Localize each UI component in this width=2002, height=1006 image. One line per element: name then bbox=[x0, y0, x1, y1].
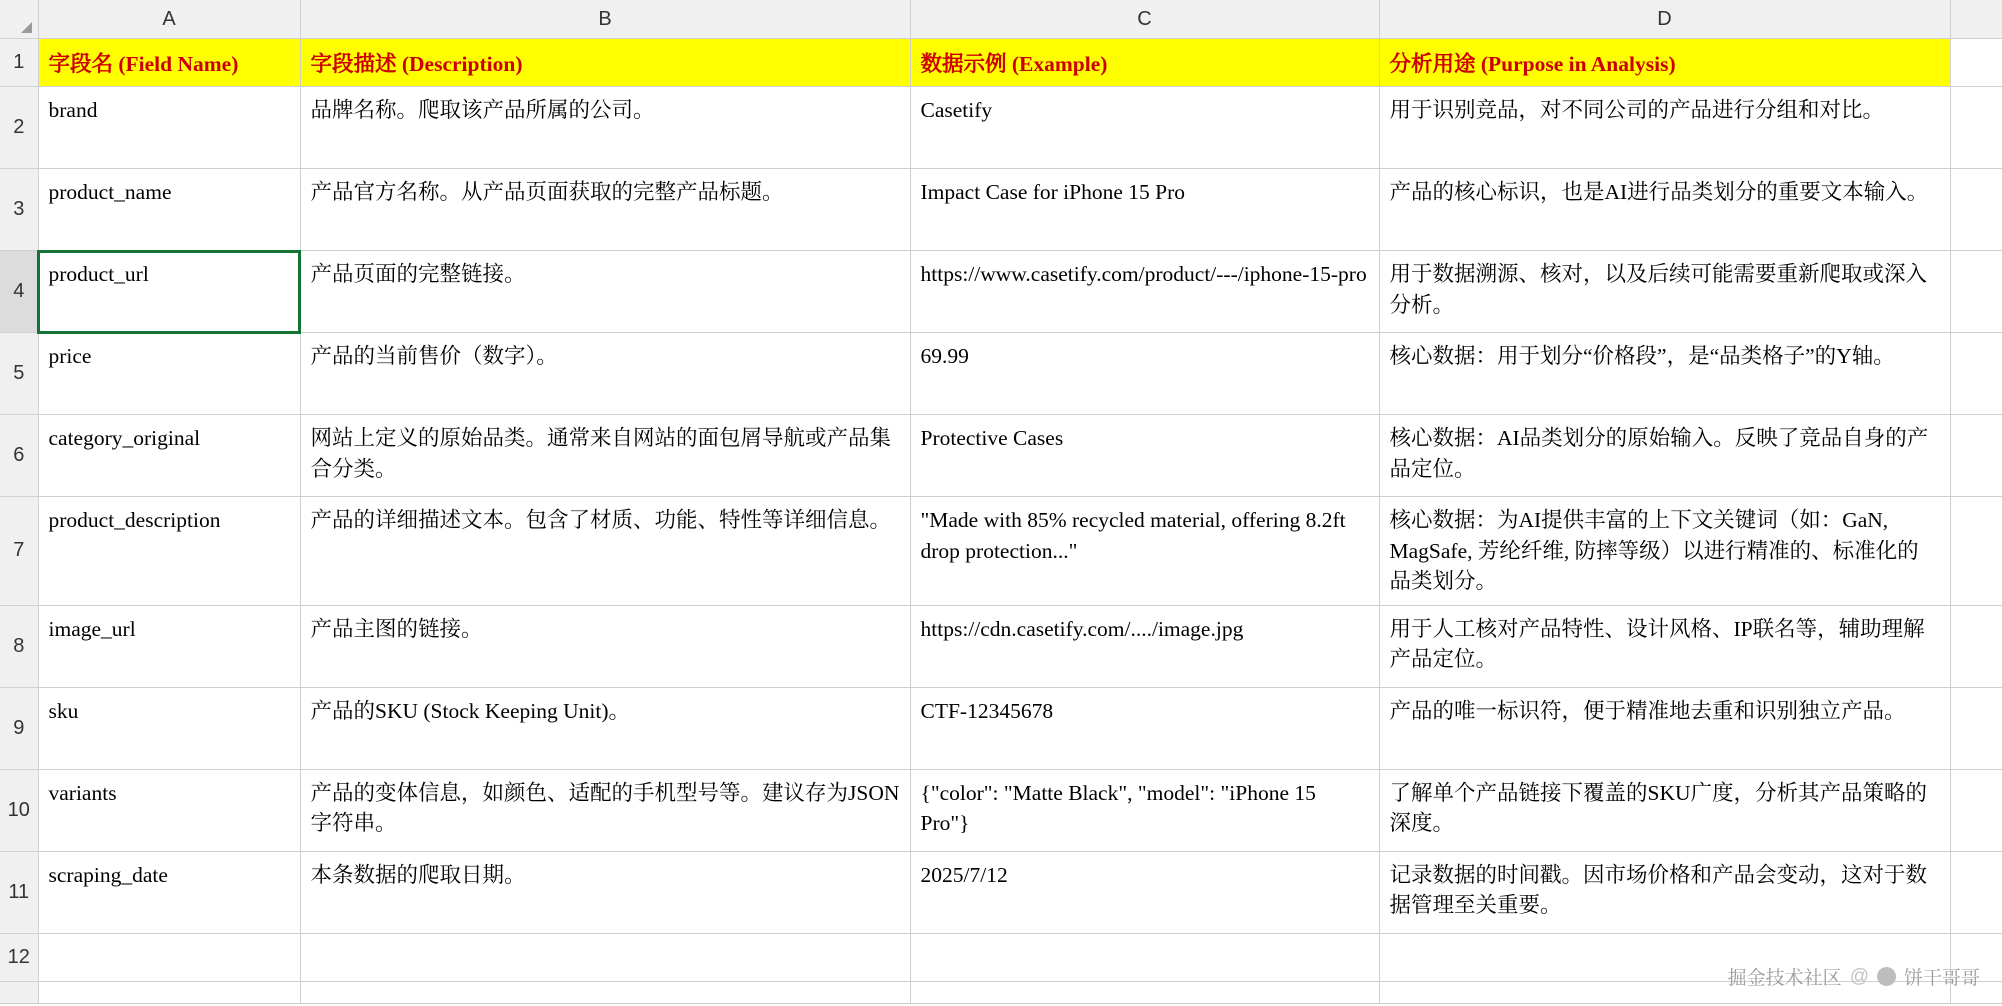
row-header-11[interactable]: 11 bbox=[0, 851, 38, 933]
cell-d4[interactable]: 用于数据溯源、核对，以及后续可能需要重新爬取或深入分析。 bbox=[1379, 251, 1950, 333]
table-row bbox=[0, 415, 2002, 497]
column-header-c[interactable]: C bbox=[910, 0, 1379, 39]
table-row bbox=[0, 769, 2002, 851]
table-row bbox=[0, 87, 2002, 169]
cell-b4[interactable]: 产品页面的完整链接。 bbox=[300, 251, 910, 333]
cell-c8[interactable]: https://cdn.casetify.com/..../image.jpg bbox=[910, 605, 1379, 687]
table-row bbox=[0, 169, 2002, 251]
cell-d7[interactable]: 核心数据：为AI提供丰富的上下文关键词（如：GaN, MagSafe, 芳纶纤维, 防摔等级）以进行精准的、标准化的品类划分。 bbox=[1379, 497, 1950, 606]
table-row bbox=[0, 851, 2002, 933]
column-header-a[interactable]: A bbox=[38, 0, 300, 39]
cell-a12[interactable] bbox=[38, 933, 300, 981]
watermark-separator: @ bbox=[1849, 965, 1869, 987]
cell-c5[interactable]: 69.99 bbox=[910, 333, 1379, 415]
cell-a2[interactable]: brand bbox=[38, 87, 300, 169]
cell-e11[interactable] bbox=[1950, 851, 2002, 933]
cell-a6[interactable]: category_original bbox=[38, 415, 300, 497]
table-row bbox=[0, 933, 2002, 981]
row-header-13[interactable] bbox=[0, 981, 38, 1003]
cell-c7[interactable]: "Made with 85% recycled material, offering 8.2ft drop protection..." bbox=[910, 497, 1379, 606]
cell-b6[interactable]: 网站上定义的原始品类。通常来自网站的面包屑导航或产品集合分类。 bbox=[300, 415, 910, 497]
table-row bbox=[0, 39, 2002, 87]
table-row bbox=[0, 605, 2002, 687]
column-header-d[interactable]: D bbox=[1379, 0, 1950, 39]
cell-c11[interactable]: 2025/7/12 bbox=[910, 851, 1379, 933]
watermark bbox=[1728, 963, 1980, 990]
row-header-1[interactable]: 1 bbox=[0, 39, 38, 87]
cell-a1-field-name[interactable]: 字段名 (Field Name) bbox=[38, 39, 300, 87]
cell-c13[interactable] bbox=[910, 981, 1379, 1003]
cell-b12[interactable] bbox=[300, 933, 910, 981]
cell-a3[interactable]: product_name bbox=[38, 169, 300, 251]
cell-b8[interactable]: 产品主图的链接。 bbox=[300, 605, 910, 687]
cell-b2[interactable]: 品牌名称。爬取该产品所属的公司。 bbox=[300, 87, 910, 169]
table-row bbox=[0, 251, 2002, 333]
cell-b5[interactable]: 产品的当前售价（数字）。 bbox=[300, 333, 910, 415]
select-all-corner[interactable] bbox=[0, 0, 38, 39]
cell-e2[interactable] bbox=[1950, 87, 2002, 169]
table-row bbox=[0, 687, 2002, 769]
cell-b3[interactable]: 产品官方名称。从产品页面获取的完整产品标题。 bbox=[300, 169, 910, 251]
cell-d6[interactable]: 核心数据：AI品类划分的原始输入。反映了竞品自身的产品定位。 bbox=[1379, 415, 1950, 497]
cell-a13[interactable] bbox=[38, 981, 300, 1003]
cell-d5[interactable]: 核心数据：用于划分“价格段”，是“品类格子”的Y轴。 bbox=[1379, 333, 1950, 415]
cell-a10[interactable]: variants bbox=[38, 769, 300, 851]
cell-c1-example[interactable]: 数据示例 (Example) bbox=[910, 39, 1379, 87]
cell-d11[interactable]: 记录数据的时间戳。因市场价格和产品会变动，这对于数据管理至关重要。 bbox=[1379, 851, 1950, 933]
cell-c3[interactable]: Impact Case for iPhone 15 Pro bbox=[910, 169, 1379, 251]
row-header-9[interactable]: 9 bbox=[0, 687, 38, 769]
cell-e3[interactable] bbox=[1950, 169, 2002, 251]
cell-c2[interactable]: Casetify bbox=[910, 87, 1379, 169]
cell-e10[interactable] bbox=[1950, 769, 2002, 851]
cell-c4[interactable]: https://www.casetify.com/product/---/iphone-15-pro bbox=[910, 251, 1379, 333]
cell-d3[interactable]: 产品的核心标识，也是AI进行品类划分的重要文本输入。 bbox=[1379, 169, 1950, 251]
cell-a7[interactable]: product_description bbox=[38, 497, 300, 606]
cell-b7[interactable]: 产品的详细描述文本。包含了材质、功能、特性等详细信息。 bbox=[300, 497, 910, 606]
cell-a8[interactable]: image_url bbox=[38, 605, 300, 687]
cell-a11[interactable]: scraping_date bbox=[38, 851, 300, 933]
row-header-6[interactable]: 6 bbox=[0, 415, 38, 497]
row-header-2[interactable]: 2 bbox=[0, 87, 38, 169]
cell-e8[interactable] bbox=[1950, 605, 2002, 687]
table-row bbox=[0, 333, 2002, 415]
table-row bbox=[0, 497, 2002, 606]
row-header-3[interactable]: 3 bbox=[0, 169, 38, 251]
cell-e9[interactable] bbox=[1950, 687, 2002, 769]
cell-d1-purpose[interactable]: 分析用途 (Purpose in Analysis) bbox=[1379, 39, 1950, 87]
cell-e6[interactable] bbox=[1950, 415, 2002, 497]
watermark-right-text: 饼干哥哥 bbox=[1903, 968, 1980, 989]
cell-a4-selected[interactable]: product_url bbox=[38, 251, 300, 333]
cell-e1[interactable] bbox=[1950, 39, 2002, 87]
column-header-e[interactable] bbox=[1950, 0, 2002, 39]
cell-a9[interactable]: sku bbox=[38, 687, 300, 769]
row-header-7[interactable]: 7 bbox=[0, 497, 38, 606]
cell-b1-description[interactable]: 字段描述 (Description) bbox=[300, 39, 910, 87]
row-header-12[interactable]: 12 bbox=[0, 933, 38, 981]
cell-b10[interactable]: 产品的变体信息，如颜色、适配的手机型号等。建议存为JSON字符串。 bbox=[300, 769, 910, 851]
cell-b11[interactable]: 本条数据的爬取日期。 bbox=[300, 851, 910, 933]
cell-a5[interactable]: price bbox=[38, 333, 300, 415]
row-header-5[interactable]: 5 bbox=[0, 333, 38, 415]
cell-d2[interactable]: 用于识别竞品，对不同公司的产品进行分组和对比。 bbox=[1379, 87, 1950, 169]
row-header-10[interactable]: 10 bbox=[0, 769, 38, 851]
avatar bbox=[1877, 967, 1896, 986]
cell-c6[interactable]: Protective Cases bbox=[910, 415, 1379, 497]
watermark-left-text: 掘金技术社区 bbox=[1727, 968, 1842, 989]
select-all-triangle-icon bbox=[21, 22, 32, 33]
cell-d9[interactable]: 产品的唯一标识符，便于精准地去重和识别独立产品。 bbox=[1379, 687, 1950, 769]
cell-d8[interactable]: 用于人工核对产品特性、设计风格、IP联名等，辅助理解产品定位。 bbox=[1379, 605, 1950, 687]
row-header-4[interactable]: 4 bbox=[0, 251, 38, 333]
row-header-8[interactable]: 8 bbox=[0, 605, 38, 687]
cell-e7[interactable] bbox=[1950, 497, 2002, 606]
cell-e4[interactable] bbox=[1950, 251, 2002, 333]
column-header-row bbox=[0, 0, 2002, 39]
cell-c9[interactable]: CTF-12345678 bbox=[910, 687, 1379, 769]
cell-d10[interactable]: 了解单个产品链接下覆盖的SKU广度，分析其产品策略的深度。 bbox=[1379, 769, 1950, 851]
column-header-b[interactable]: B bbox=[300, 0, 910, 39]
cell-c12[interactable] bbox=[910, 933, 1379, 981]
cell-b9[interactable]: 产品的SKU (Stock Keeping Unit)。 bbox=[300, 687, 910, 769]
cell-c10[interactable]: {"color": "Matte Black", "model": "iPhone 15 Pro"} bbox=[910, 769, 1379, 851]
cell-b13[interactable] bbox=[300, 981, 910, 1003]
cell-e5[interactable] bbox=[1950, 333, 2002, 415]
table-row bbox=[0, 981, 2002, 1003]
